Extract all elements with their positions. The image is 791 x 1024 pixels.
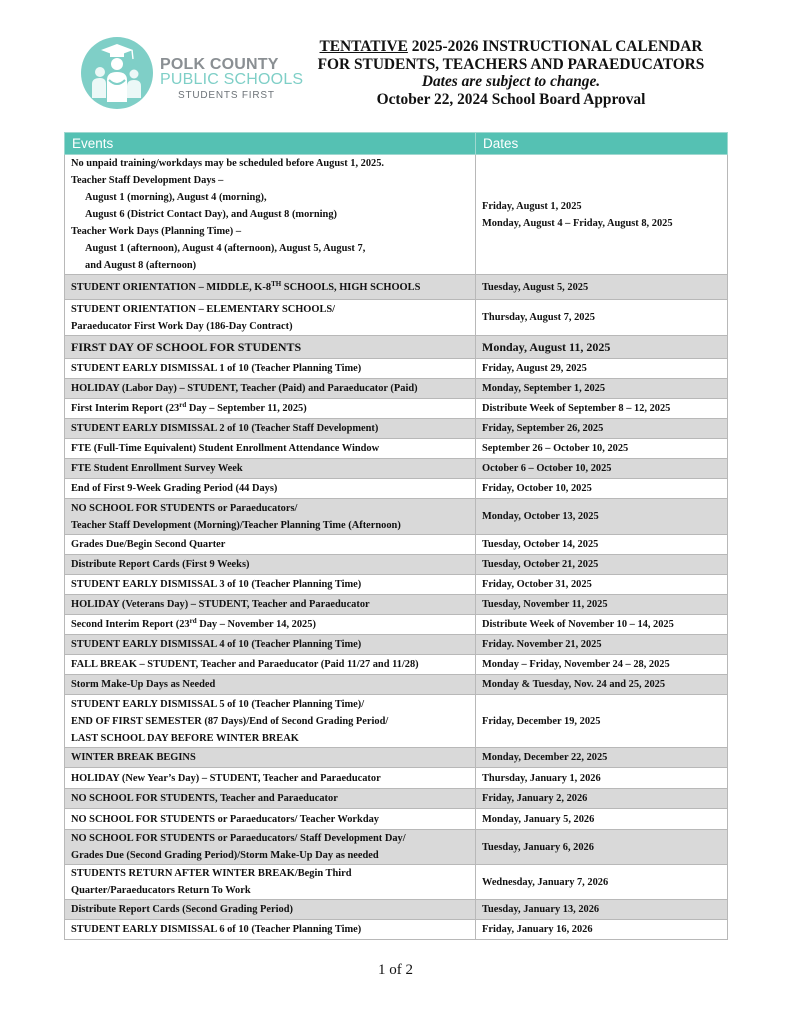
table-row bbox=[65, 675, 728, 695]
date-cell: Monday, January 5, 2026 bbox=[476, 809, 728, 830]
event-cell: Storm Make-Up Days as Needed bbox=[65, 675, 476, 695]
calendar-table bbox=[64, 132, 728, 940]
event-cell: STUDENT EARLY DISMISSAL 2 of 10 (Teacher Staff Development) bbox=[65, 419, 476, 439]
event-cell: End of First 9-Week Grading Period (44 Days) bbox=[65, 479, 476, 499]
table-row bbox=[65, 459, 728, 479]
table-row bbox=[65, 300, 728, 336]
date-cell: October 6 – October 10, 2025 bbox=[476, 459, 728, 479]
district-logo bbox=[80, 36, 304, 110]
table-row bbox=[65, 865, 728, 900]
table-row bbox=[65, 768, 728, 789]
table-row bbox=[65, 275, 728, 300]
table-row bbox=[65, 535, 728, 555]
event-cell bbox=[65, 615, 476, 635]
table-row bbox=[65, 555, 728, 575]
event-cell: FALL BREAK – STUDENT, Teacher and Paraeducator (Paid 11/27 and 11/28) bbox=[65, 655, 476, 675]
table-row bbox=[65, 595, 728, 615]
event-cell: Distribute Report Cards (Second Grading Period) bbox=[65, 900, 476, 920]
date-cell: Monday, September 1, 2025 bbox=[476, 379, 728, 399]
family-graduation-cap-icon bbox=[80, 36, 154, 110]
date-cell: Monday, October 13, 2025 bbox=[476, 499, 728, 535]
date-cell: Monday – Friday, November 24 – 28, 2025 bbox=[476, 655, 728, 675]
event-line: END OF FIRST SEMESTER (87 Days)/End of Second Grading Period/ bbox=[71, 715, 389, 727]
event-cell: HOLIDAY (New Year’s Day) – STUDENT, Teacher and Paraeducator bbox=[65, 768, 476, 789]
date-cell: Tuesday, January 6, 2026 bbox=[476, 830, 728, 865]
table-row bbox=[65, 635, 728, 655]
event-line: STUDENT ORIENTATION – ELEMENTARY SCHOOLS/ bbox=[71, 303, 336, 315]
date-cell: Distribute Week of September 8 – 12, 2025 bbox=[476, 399, 728, 419]
date-cell: Thursday, January 1, 2026 bbox=[476, 768, 728, 789]
event-superscript: TH bbox=[271, 279, 282, 288]
event-cell: FIRST DAY OF SCHOOL FOR STUDENTS bbox=[65, 336, 476, 359]
event-cell: HOLIDAY (Veterans Day) – STUDENT, Teacher and Paraeducator bbox=[65, 595, 476, 615]
event-line: NO SCHOOL FOR STUDENTS or Paraeducators/ bbox=[71, 502, 298, 514]
event-cell bbox=[65, 300, 476, 336]
event-cell: FTE Student Enrollment Survey Week bbox=[65, 459, 476, 479]
event-line: Quarter/Paraeducators Return To Work bbox=[71, 885, 251, 896]
event-cell bbox=[65, 275, 476, 300]
date-cell: Friday, October 10, 2025 bbox=[476, 479, 728, 499]
event-text: Day – November 14, 2025) bbox=[196, 619, 316, 630]
date-cell: Wednesday, January 7, 2026 bbox=[476, 865, 728, 900]
disclaimer: Dates are subject to change. bbox=[421, 73, 601, 90]
date-cell: Tuesday, November 11, 2025 bbox=[476, 595, 728, 615]
event-text: SCHOOLS, HIGH SCHOOLS bbox=[281, 281, 421, 293]
date-cell: Friday, September 26, 2025 bbox=[476, 419, 728, 439]
table-row bbox=[65, 479, 728, 499]
event-cell bbox=[65, 695, 476, 748]
event-cell bbox=[65, 830, 476, 865]
event-line: and August 8 (afternoon) bbox=[85, 260, 197, 271]
event-text: Day – September 11, 2025) bbox=[186, 403, 307, 414]
table-row bbox=[65, 748, 728, 768]
event-text: First Interim Report (23 bbox=[71, 403, 180, 414]
event-cell: STUDENT EARLY DISMISSAL 3 of 10 (Teacher Planning Time) bbox=[65, 575, 476, 595]
logo-tagline: STUDENTS FIRST bbox=[178, 90, 275, 101]
date-cell: Thursday, August 7, 2025 bbox=[476, 300, 728, 336]
date-cell: Monday, December 22, 2025 bbox=[476, 748, 728, 768]
table-row bbox=[65, 695, 728, 748]
event-cell: NO SCHOOL FOR STUDENTS or Paraeducators/ Teacher Workday bbox=[65, 809, 476, 830]
date-cell: Tuesday, January 13, 2026 bbox=[476, 900, 728, 920]
date-cell: Friday, January 2, 2026 bbox=[476, 789, 728, 809]
document-title-block bbox=[298, 38, 724, 108]
date-line: Friday, August 1, 2025 bbox=[482, 200, 582, 212]
date-cell: Tuesday, October 21, 2025 bbox=[476, 555, 728, 575]
table-row bbox=[65, 655, 728, 675]
date-cell: Friday, December 19, 2025 bbox=[476, 695, 728, 748]
table-row bbox=[65, 789, 728, 809]
date-cell: Friday, October 31, 2025 bbox=[476, 575, 728, 595]
event-cell bbox=[65, 155, 476, 275]
events-column-header: Events bbox=[65, 133, 476, 155]
dates-column-header: Dates bbox=[476, 133, 728, 155]
event-line: Teacher Staff Development (Morning)/Teacher Planning Time (Afternoon) bbox=[71, 519, 401, 531]
event-cell: Distribute Report Cards (First 9 Weeks) bbox=[65, 555, 476, 575]
event-cell bbox=[65, 399, 476, 419]
table-row bbox=[65, 615, 728, 635]
title-tentative: TENTATIVE bbox=[319, 38, 408, 55]
date-line: Monday, August 4 – Friday, August 8, 2025 bbox=[482, 217, 673, 229]
document-title bbox=[298, 38, 724, 56]
event-superscript: rd bbox=[179, 401, 187, 409]
event-cell: STUDENT EARLY DISMISSAL 6 of 10 (Teacher Planning Time) bbox=[65, 920, 476, 940]
event-line: August 1 (morning), August 4 (morning), bbox=[85, 192, 267, 203]
table-row bbox=[65, 336, 728, 359]
table-row bbox=[65, 399, 728, 419]
event-line: Teacher Work Days (Planning Time) – bbox=[71, 226, 242, 237]
date-cell: Friday. November 21, 2025 bbox=[476, 635, 728, 655]
table-row bbox=[65, 359, 728, 379]
date-cell: Monday & Tuesday, Nov. 24 and 25, 2025 bbox=[476, 675, 728, 695]
table-row bbox=[65, 575, 728, 595]
event-cell: NO SCHOOL FOR STUDENTS, Teacher and Paraeducator bbox=[65, 789, 476, 809]
table-row bbox=[65, 419, 728, 439]
table-row bbox=[65, 920, 728, 940]
date-cell: Distribute Week of November 10 – 14, 2025 bbox=[476, 615, 728, 635]
date-cell: Friday, January 16, 2026 bbox=[476, 920, 728, 940]
title-rest: 2025-2026 INSTRUCTIONAL CALENDAR bbox=[407, 38, 703, 55]
table-header-row bbox=[65, 133, 728, 155]
date-cell: Tuesday, August 5, 2025 bbox=[476, 275, 728, 300]
table-row bbox=[65, 900, 728, 920]
document-subtitle: FOR STUDENTS, TEACHERS AND PARAEDUCATORS bbox=[317, 55, 705, 73]
event-line: Grades Due (Second Grading Period)/Storm Make-Up Day as needed bbox=[71, 850, 379, 861]
date-cell: Tuesday, October 14, 2025 bbox=[476, 535, 728, 555]
table-row bbox=[65, 439, 728, 459]
event-cell: STUDENT EARLY DISMISSAL 1 of 10 (Teacher Planning Time) bbox=[65, 359, 476, 379]
date-cell: Friday, August 29, 2025 bbox=[476, 359, 728, 379]
date-cell: September 26 – October 10, 2025 bbox=[476, 439, 728, 459]
logo-wordmark bbox=[160, 56, 304, 104]
event-cell: WINTER BREAK BEGINS bbox=[65, 748, 476, 768]
event-cell: STUDENT EARLY DISMISSAL 4 of 10 (Teacher Planning Time) bbox=[65, 635, 476, 655]
event-line: Teacher Staff Development Days – bbox=[71, 175, 224, 186]
page-number: 1 of 2 bbox=[378, 962, 413, 978]
table-row bbox=[65, 809, 728, 830]
event-line: Paraeducator First Work Day (186-Day Contract) bbox=[71, 320, 293, 332]
event-cell: FTE (Full-Time Equivalent) Student Enrollment Attendance Window bbox=[65, 439, 476, 459]
table-row bbox=[65, 499, 728, 535]
event-cell bbox=[65, 865, 476, 900]
event-superscript: rd bbox=[189, 617, 197, 625]
event-cell: Grades Due/Begin Second Quarter bbox=[65, 535, 476, 555]
event-text: STUDENT ORIENTATION – MIDDLE, K-8 bbox=[71, 281, 272, 293]
event-cell bbox=[65, 499, 476, 535]
event-line: STUDENTS RETURN AFTER WINTER BREAK/Begin Third bbox=[71, 868, 352, 879]
date-cell: Monday, August 11, 2025 bbox=[476, 336, 728, 359]
event-line: August 6 (District Contact Day), and August 8 (morning) bbox=[85, 209, 337, 220]
event-line: NO SCHOOL FOR STUDENTS or Paraeducators/ Staff Development Day/ bbox=[71, 833, 406, 844]
logo-line-1: POLK COUNTY bbox=[160, 56, 279, 73]
event-line: STUDENT EARLY DISMISSAL 5 of 10 (Teacher Planning Time)/ bbox=[71, 698, 365, 710]
event-line: LAST SCHOOL DAY BEFORE WINTER BREAK bbox=[71, 732, 299, 744]
event-line: No unpaid training/workdays may be scheduled before August 1, 2025. bbox=[71, 158, 385, 169]
approval-date: October 22, 2024 School Board Approval bbox=[376, 90, 646, 108]
event-line: August 1 (afternoon), August 4 (afternoon), August 5, August 7, bbox=[85, 243, 366, 254]
event-text: Second Interim Report (23 bbox=[71, 619, 190, 630]
table-row bbox=[65, 830, 728, 865]
logo-line-2: PUBLIC SCHOOLS bbox=[160, 71, 304, 88]
table-row bbox=[65, 155, 728, 275]
table-row bbox=[65, 379, 728, 399]
event-cell: HOLIDAY (Labor Day) – STUDENT, Teacher (Paid) and Paraeducator (Paid) bbox=[65, 379, 476, 399]
date-cell bbox=[476, 155, 728, 275]
